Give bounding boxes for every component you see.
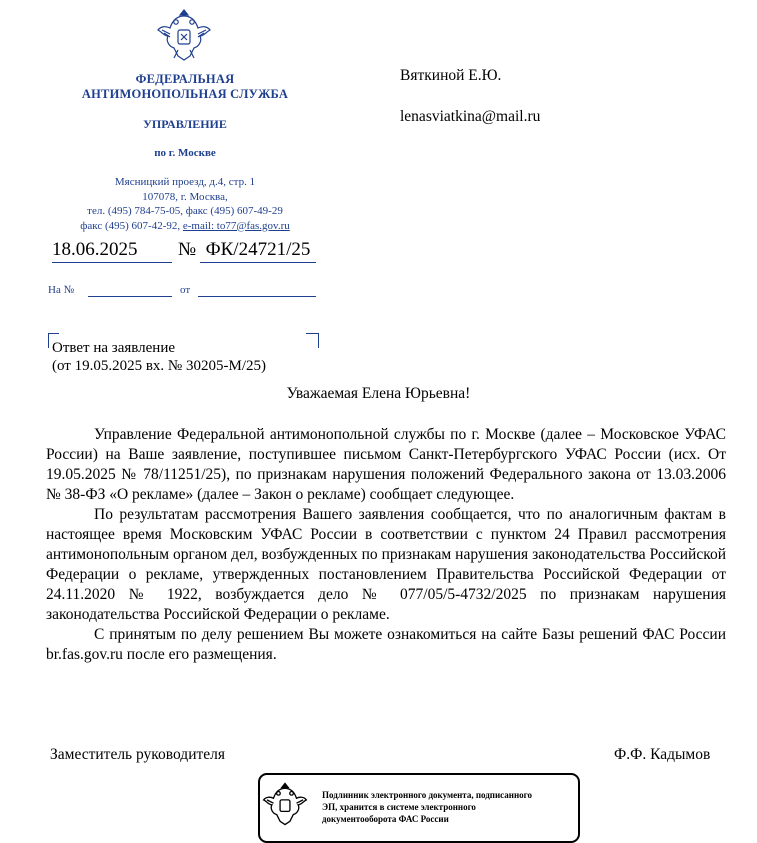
stamp-text-line2: ЭП, хранится в системе электронного	[322, 802, 476, 812]
department-name: УПРАВЛЕНИЕ	[143, 117, 227, 131]
phone-line: тел. (495) 784-75-05, факс (495) 607-49-29	[87, 205, 283, 217]
signer-name: Ф.Ф. Кадымов	[614, 746, 711, 763]
subject-corner-right	[306, 333, 319, 348]
reference-date-blank	[198, 296, 316, 297]
subject-line2: (от 19.05.2025 вх. № 30205-М/25)	[52, 358, 266, 374]
body-paragraph: Управление Федеральной антимонопольной службы по г. Москве (далее – Московское УФАС России) на Ваше заявление, поступившее письмом Санкт-Петербургского УФАС России (исх. От 19.05.2025 № 78/11251/25), по признакам нарушения положений Федерального закона от 13.03.2006 № 38-ФЗ «О рекламе» (далее – Закон о рекламе) сообщает следующее.	[46, 426, 726, 503]
agency-name-line1: ФЕДЕРАЛЬНАЯ	[135, 72, 235, 86]
fax-line	[40, 219, 330, 234]
body-paragraph: С принятым по делу решением Вы можете ознакомиться на сайте Базы решений ФАС России br.fas.gov.ru после его размещения.	[46, 626, 726, 663]
coat-of-arms-icon	[156, 6, 212, 64]
registration-date: 18.06.2025	[52, 239, 172, 263]
address-line2: 107078, г. Москва,	[142, 190, 228, 203]
recipient-email[interactable]: lenasviatkina@mail.ru	[400, 108, 541, 125]
recipient-name: Вяткиной Е.Ю.	[400, 67, 502, 84]
stamp-text	[322, 789, 582, 825]
stamp-text-line3: документооборота ФАС России	[322, 814, 449, 824]
reference-date-label: от	[180, 284, 191, 296]
letter-body	[46, 425, 726, 665]
body-paragraph: По результатам рассмотрения Вашего заявления сообщается, что по аналогичным фактам в настоящее время Московским УФАС России в соответствии с пунктом 24 Правил рассмотрения антимонопольным органом дел, возбужденных по признакам нарушения законодательства Российской Федерации о рекламе, утвержденных постановлением Правительства Российской Федерации от 24.11.2020 № 1922, возбуждается дело № 077/05/5-4732/2025 по признакам нарушения законодательства Российской Федерации о рекламе.	[46, 506, 726, 623]
department-city: по г. Москве	[154, 147, 216, 159]
greeting: Уважаемая Елена Юрьевна!	[286, 385, 471, 402]
reference-number-blank	[88, 296, 172, 297]
reference-number-label: На №	[48, 284, 75, 296]
coat-of-arms-icon	[262, 780, 308, 828]
agency-name	[40, 72, 330, 102]
registration-number-label: №	[178, 239, 197, 260]
agency-address	[40, 175, 330, 233]
subject-line1: Ответ на заявление	[52, 340, 176, 356]
signer-title: Заместитель руководителя	[50, 746, 226, 763]
registration-number: ФК/24721/25	[200, 239, 316, 263]
address-line1: Мясницкий проезд, д.4, стр. 1	[114, 176, 256, 188]
agency-email-link[interactable]: e-mail: to77@fas.gov.ru	[182, 219, 290, 232]
agency-name-line2: АНТИМОНОПОЛЬНАЯ СЛУЖБА	[81, 87, 289, 101]
letter-subject	[52, 339, 266, 375]
stamp-text-line1: Подлинник электронного документа, подписанного	[322, 790, 533, 800]
fax-text: факс (495) 607-42-92,	[80, 219, 183, 232]
